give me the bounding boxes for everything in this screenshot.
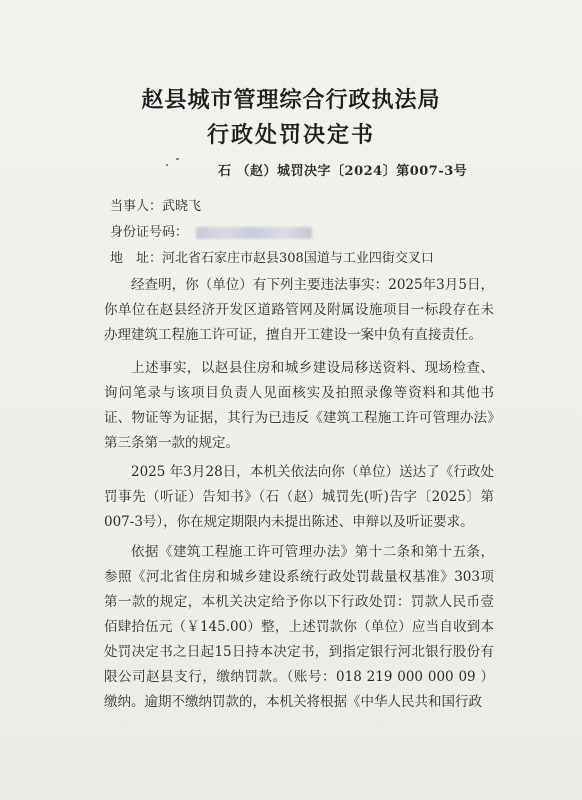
paragraph-facts: 经查明，你（单位）有下列主要违法事实：2025年3月5日，你单位在赵县经济开发区道路管网及附属设施项目一标段存在未办理建筑工程施工许可证，擅自开工建设一案中负有直接责任。 bbox=[104, 277, 494, 343]
paragraph-penalty: 依据《建筑工程施工许可管理办法》第十二条和第十五条，参照《河北省住房和城乡建设系统行政处罚裁量权基准》303项第一款的规定，本机关决定给予你以下行政处罚：罚款人民币壹佰肆拾伍元（￥145.00）整，上述罚款你（单位）应当自收到本处罚决定书之日起15日持本决定书，到指定银行河北银行股份有限公司赵县支行，缴纳罚款。（账号：018 219 000 000 09 ）缴纳。逾期不缴纳罚款的，本机关将根据《中华人民共和国行政 bbox=[104, 544, 494, 710]
document-title-agency: 赵县城市管理综合行政执法局 bbox=[141, 88, 441, 113]
id-label: 身份证号码： bbox=[110, 225, 189, 240]
redacted-id-number bbox=[196, 227, 312, 239]
paragraph-evidence: 上述事实，以赵县住房和城乡建设局移送资料、现场检查、询问笔录与该项目负责人见面核实及拍照录像等资料和其他书证、物证等为证据，其行为已违反《建筑工程施工许可管理办法》第三条第一款的规定。 bbox=[104, 360, 494, 451]
address-row bbox=[110, 247, 434, 266]
address-label: 地 址： bbox=[110, 251, 163, 266]
scan-speck bbox=[166, 164, 168, 166]
scan-speck bbox=[176, 158, 179, 160]
paragraph-notice: 2025 年3月28日，本机关依法向你（单位）送达了《行政处罚事先（听证）告知书》（石（赵）城罚先(听)告字〔2025〕第007-3号），你在规定期限内未提出陈述、申辩以及听证要求。 bbox=[104, 464, 494, 530]
party-label: 当事人： bbox=[110, 199, 163, 214]
party-row bbox=[110, 195, 201, 214]
id-row bbox=[110, 221, 312, 240]
document-title-type: 行政处罚决定书 bbox=[206, 123, 375, 148]
address-value: 河北省石家庄市赵县308国道与工业四街交叉口 bbox=[162, 251, 434, 266]
party-name: 武晓飞 bbox=[162, 199, 202, 214]
document-number: 石 （赵）城罚决字〔2024〕第007-3号 bbox=[218, 164, 468, 179]
